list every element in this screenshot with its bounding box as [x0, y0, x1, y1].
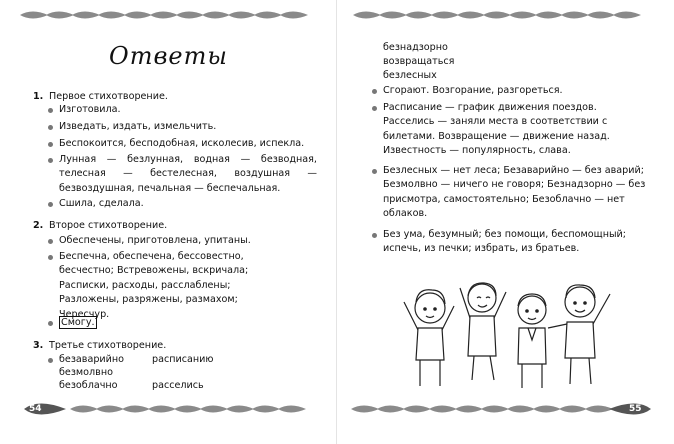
answer-item: Смогу.	[59, 316, 97, 330]
continued-line: возвращаться	[383, 56, 455, 67]
top-leaf-ornament	[353, 8, 653, 22]
page-number: 54	[29, 404, 42, 414]
answer-row: безаварийно расписанию	[59, 353, 124, 367]
bottom-leaf-ornament	[351, 398, 651, 420]
answer-row: безмолвно	[59, 367, 113, 378]
task-2-label: Второе стихотворение.	[49, 220, 168, 231]
answer-item: Изведать, издать, измельчить.	[59, 120, 216, 134]
bullet-icon	[48, 158, 53, 163]
answer-item: Обеспечены, приготовлена, упитаны.	[59, 234, 251, 248]
page-title: Ответы	[109, 42, 228, 70]
task-3-heading: 3. Третье стихотворение.	[33, 340, 167, 351]
continued-line: безлесных	[383, 70, 437, 81]
children-illustration-icon	[398, 268, 618, 397]
task-1-heading: 1. Первое стихотворение.	[33, 91, 168, 102]
bullet-icon	[48, 108, 53, 113]
bullet-icon	[372, 106, 377, 111]
task-2-heading: 2. Второе стихотворение.	[33, 220, 168, 231]
bullet-icon	[48, 125, 53, 130]
bullet-icon	[48, 202, 53, 207]
answer-row: безоблачно расселись	[59, 380, 204, 391]
bullet-icon	[372, 233, 377, 238]
answer-item: Безлесных — нет леса; Безаварийно — без аварий; Безмолвно — ничего не говоря; Безнадзорно — без присмотра, самостоятельно; Безоблачно — нет облаков.	[383, 164, 646, 222]
bullet-icon	[48, 239, 53, 244]
answer-item: Изготовила.	[59, 103, 121, 117]
continued-line: безнадзорно	[383, 42, 448, 53]
task-3-label: Третье стихотворение.	[49, 340, 167, 351]
bullet-icon	[48, 321, 53, 326]
answer-item: Сгорают. Возгорание, разгореться.	[383, 84, 563, 98]
top-leaf-ornament	[20, 8, 320, 22]
answer-item: Беспечна, обеспечена, бессовестно, бесчестно; Встревожены, вскричала; Расписки, расходы, расслаблены; Разложены, разряжены, размахом; Чересчур.	[59, 250, 264, 322]
answer-item: Без ума, безумный; без помощи, беспомощный; испечь, из печки; избрать, из братьев.	[383, 228, 646, 257]
answer-item: Сшила, сделала.	[59, 197, 144, 211]
answer-item: Беспокоится, бесподобная, исколесив, испекла.	[59, 137, 304, 151]
bullet-icon	[372, 89, 377, 94]
bullet-icon	[48, 358, 53, 363]
page-number: 55	[629, 404, 642, 414]
answer-item: Лунная — безлунная, водная — безводная, телесная — бестелесная, воздушная — безвоздушная, печальная — беспечальная.	[59, 153, 317, 196]
task-1-label: Первое стихотворение.	[49, 91, 168, 102]
bullet-icon	[48, 255, 53, 260]
bullet-icon	[372, 169, 377, 174]
bullet-icon	[48, 142, 53, 147]
answer-item: Расписание — график движения поездов. Расселись — заняли места в соответствии с билетами. Возвращение — движение назад. Известность — популярность, слава.	[383, 101, 646, 159]
bottom-leaf-ornament	[24, 398, 324, 420]
